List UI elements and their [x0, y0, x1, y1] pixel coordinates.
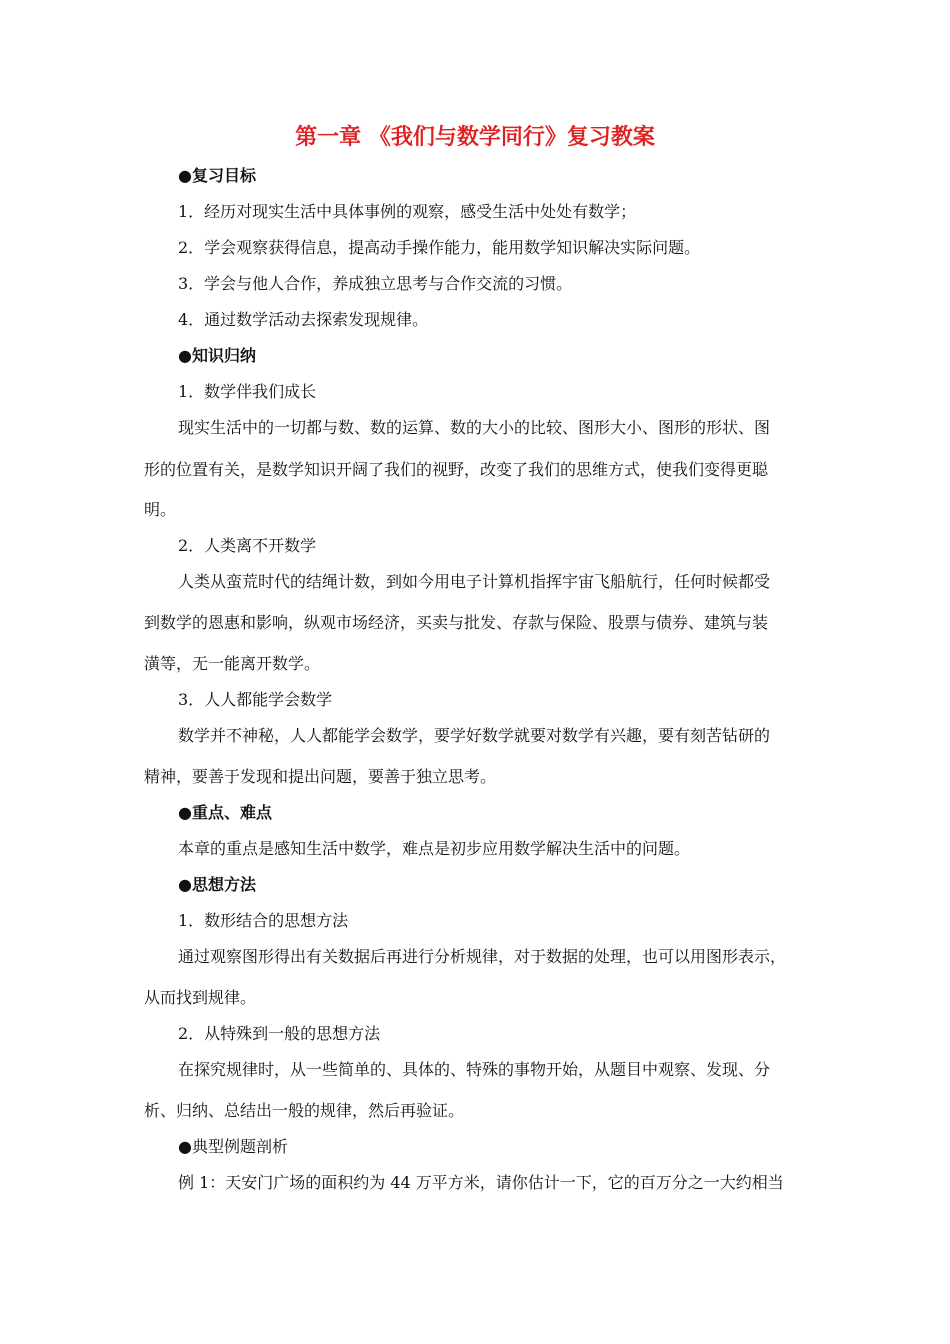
- paragraph-line: 析、归纳、总结出一般的规律，然后再验证。: [144, 1101, 465, 1120]
- paragraph-line: 通过观察图形得出有关数据后再进行分析规律，对于数据的处理，也可以用图形表示，: [178, 947, 787, 966]
- section-heading-examples: ●典型例题剖析: [178, 1137, 288, 1156]
- subheading: 2．从特殊到一般的思想方法: [178, 1024, 381, 1043]
- paragraph-line: 精神，要善于发现和提出问题，要善于独立思考。: [144, 767, 497, 786]
- paragraph-line: 人类从蛮荒时代的结绳计数，到如今用电子计算机指挥宇宙飞船航行，任何时候都受: [178, 572, 771, 591]
- paragraph-line: 本章的重点是感知生活中数学，难点是初步应用数学解决生活中的问题。: [178, 839, 691, 858]
- goal-item: 1．经历对现实生活中具体事例的观察，感受生活中处处有数学；: [178, 202, 637, 221]
- document-title: 第一章 《我们与数学同行》复习教案: [295, 124, 655, 150]
- section-heading-methods: ●思想方法: [178, 875, 256, 894]
- section-heading-keypoints: ●重点、难点: [178, 803, 272, 822]
- subheading: 1．数形结合的思想方法: [178, 911, 349, 930]
- goal-item: 4．通过数学活动去探索发现规律。: [178, 310, 429, 329]
- paragraph-line: 数学并不神秘，人人都能学会数学，要学好数学就要对数学有兴趣，要有刻苦钻研的: [178, 726, 771, 745]
- paragraph-line: 形的位置有关，是数学知识开阔了我们的视野，改变了我们的思维方式，使我们变得更聪: [144, 460, 769, 479]
- paragraph-line: 到数学的恩惠和影响，纵观市场经济，买卖与批发、存款与保险、股票与债券、建筑与装: [144, 613, 769, 632]
- paragraph-line: 从而找到规律。: [144, 988, 257, 1007]
- paragraph-line: 潢等，无一能离开数学。: [144, 654, 321, 673]
- section-heading-goals: ●复习目标: [178, 166, 256, 185]
- goal-item: 2．学会观察获得信息，提高动手操作能力，能用数学知识解决实际问题。: [178, 238, 701, 257]
- paragraph-line: 明。: [144, 500, 177, 519]
- paragraph-line: 在探究规律时，从一些简单的、具体的、特殊的事物开始，从题目中观察、发现、分: [178, 1060, 771, 1079]
- paragraph-line: 现实生活中的一切都与数、数的运算、数的大小的比较、图形大小、图形的形状、图: [178, 418, 771, 437]
- goal-item: 3．学会与他人合作，养成独立思考与合作交流的习惯。: [178, 274, 573, 293]
- subheading: 2．人类离不开数学: [178, 536, 317, 555]
- example-line: 例 1：天安门广场的面积约为 44 万平方米，请你估计一下，它的百万分之一大约相当: [178, 1173, 784, 1192]
- subheading: 3．人人都能学会数学: [178, 690, 333, 709]
- section-heading-knowledge: ●知识归纳: [178, 346, 256, 365]
- subheading: 1．数学伴我们成长: [178, 382, 317, 401]
